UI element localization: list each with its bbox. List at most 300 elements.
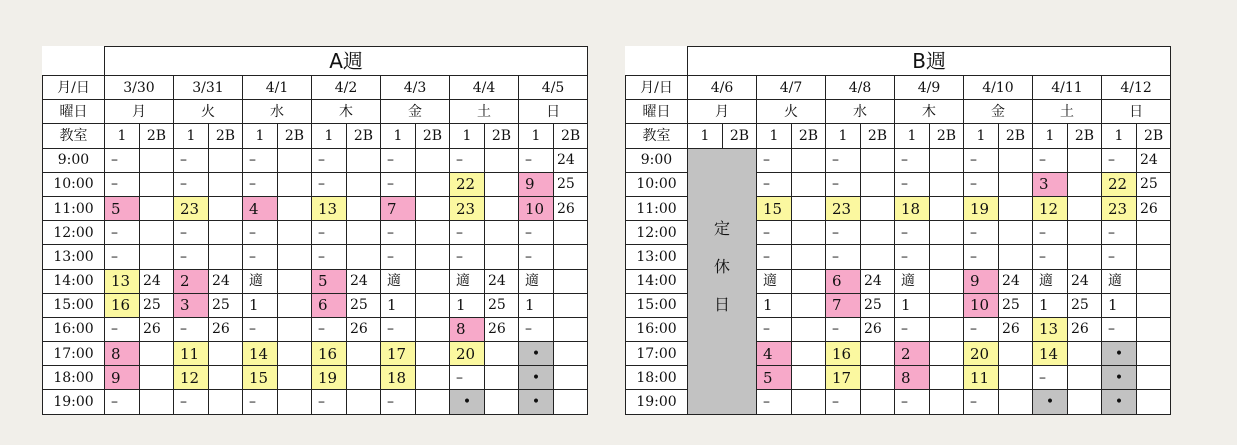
slot-room-1: 1 — [519, 293, 554, 317]
time-label: 14:00 — [626, 269, 688, 293]
slot-room-1: – — [450, 221, 485, 245]
slot-room-2b — [930, 390, 964, 414]
row-label-month-day: 月/日 — [626, 76, 688, 100]
slot-room-2b — [554, 221, 588, 245]
slot-room-2b — [792, 317, 826, 341]
time-label: 17:00 — [626, 342, 688, 366]
date-header: 4/11 — [1033, 76, 1102, 100]
time-label: 16:00 — [43, 317, 105, 341]
closed-char: 定 — [713, 218, 730, 238]
slot-room-1: 23 — [826, 196, 861, 220]
slot-room-2b — [416, 390, 450, 414]
date-header: 4/3 — [381, 76, 450, 100]
slot-room-2b — [1068, 245, 1102, 269]
weekday-header: 金 — [381, 100, 450, 124]
slot-room-2b — [999, 366, 1033, 390]
slot-room-2b — [347, 196, 381, 220]
slot-room-1: 14 — [243, 342, 278, 366]
slot-room-1: 22 — [1102, 172, 1137, 196]
slot-room-1: – — [826, 172, 861, 196]
slot-room-2b: 24 — [140, 269, 174, 293]
slot-room-2b — [861, 196, 895, 220]
slot-room-2b — [1137, 390, 1171, 414]
slot-room-2b — [278, 221, 312, 245]
slot-room-2b — [1068, 172, 1102, 196]
slot-room-2b — [485, 221, 519, 245]
slot-room-2b — [416, 366, 450, 390]
slot-room-1: • — [519, 366, 554, 390]
slot-room-1: 適 — [757, 269, 792, 293]
slot-room-2b: 25 — [861, 293, 895, 317]
slot-room-1: 6 — [312, 293, 347, 317]
time-label: 9:00 — [43, 148, 105, 172]
room-2b-header: 2B — [861, 124, 895, 148]
slot-room-1: • — [1033, 390, 1068, 414]
slot-room-1: – — [243, 317, 278, 341]
slot-room-1: – — [1033, 366, 1068, 390]
slot-room-1: 5 — [312, 269, 347, 293]
slot-room-1: – — [105, 221, 140, 245]
slot-room-2b — [416, 269, 450, 293]
slot-room-2b — [140, 366, 174, 390]
slot-room-1: – — [312, 317, 347, 341]
time-label: 18:00 — [626, 366, 688, 390]
time-label: 15:00 — [43, 293, 105, 317]
slot-room-2b — [209, 245, 243, 269]
slot-room-1: – — [174, 172, 209, 196]
slot-room-2b — [554, 245, 588, 269]
room-2b-header: 2B — [999, 124, 1033, 148]
slot-room-1: 5 — [105, 196, 140, 220]
slot-room-2b: 25 — [999, 293, 1033, 317]
slot-room-1: 8 — [895, 366, 930, 390]
slot-room-2b — [485, 342, 519, 366]
weekday-header: 日 — [1102, 100, 1171, 124]
slot-room-2b — [278, 317, 312, 341]
slot-room-2b — [140, 390, 174, 414]
time-label: 15:00 — [626, 293, 688, 317]
room-1-header: 1 — [174, 124, 209, 148]
slot-room-1: 10 — [519, 196, 554, 220]
schedule-table — [625, 46, 1171, 415]
slot-room-2b: 24 — [999, 269, 1033, 293]
row-label-month-day: 月/日 — [43, 76, 105, 100]
slot-room-1: 13 — [312, 196, 347, 220]
slot-room-1: – — [757, 390, 792, 414]
slot-room-2b: 26 — [861, 317, 895, 341]
room-1-header: 1 — [1033, 124, 1068, 148]
room-1-header: 1 — [964, 124, 999, 148]
slot-room-1: 17 — [826, 366, 861, 390]
slot-room-1: 18 — [381, 366, 416, 390]
slot-room-2b — [792, 148, 826, 172]
slot-room-1: – — [964, 245, 999, 269]
slot-room-2b — [140, 148, 174, 172]
slot-room-1: • — [1102, 342, 1137, 366]
slot-room-1: – — [450, 366, 485, 390]
weekday-header: 水 — [826, 100, 895, 124]
slot-room-2b — [792, 366, 826, 390]
room-2b-header: 2B — [1137, 124, 1171, 148]
slot-room-1: 適 — [895, 269, 930, 293]
slot-room-1: 12 — [174, 366, 209, 390]
slot-room-2b — [1068, 196, 1102, 220]
slot-room-2b — [209, 172, 243, 196]
time-label: 13:00 — [43, 245, 105, 269]
slot-room-2b — [278, 390, 312, 414]
slot-room-1: • — [519, 390, 554, 414]
room-1-header: 1 — [1102, 124, 1137, 148]
slot-room-1: 2 — [174, 269, 209, 293]
room-1-header: 1 — [895, 124, 930, 148]
slot-room-2b — [554, 366, 588, 390]
slot-room-2b — [278, 148, 312, 172]
slot-room-2b — [930, 342, 964, 366]
slot-room-2b — [485, 196, 519, 220]
row-label-classroom: 教室 — [43, 124, 105, 148]
slot-room-1: – — [312, 148, 347, 172]
row-label-weekday: 曜日 — [626, 100, 688, 124]
slot-room-2b: 24 — [347, 269, 381, 293]
slot-room-2b — [347, 221, 381, 245]
slot-room-2b — [347, 172, 381, 196]
slot-room-2b: 24 — [485, 269, 519, 293]
slot-room-1: 9 — [964, 269, 999, 293]
slot-room-2b: 26 — [1137, 196, 1171, 220]
week-a-schedule — [42, 46, 588, 415]
slot-room-1: 3 — [1033, 172, 1068, 196]
slot-room-1: – — [757, 221, 792, 245]
slot-room-2b — [792, 293, 826, 317]
room-1-header: 1 — [381, 124, 416, 148]
slot-room-1: – — [174, 245, 209, 269]
date-header: 4/5 — [519, 76, 588, 100]
slot-room-2b — [999, 245, 1033, 269]
weekday-header: 木 — [895, 100, 964, 124]
slot-room-2b — [554, 390, 588, 414]
slot-room-1: 16 — [826, 342, 861, 366]
slot-room-2b — [209, 342, 243, 366]
room-2b-header: 2B — [347, 124, 381, 148]
slot-room-1: – — [381, 221, 416, 245]
slot-room-2b — [554, 342, 588, 366]
slot-room-1: – — [381, 148, 416, 172]
room-2b-header: 2B — [792, 124, 826, 148]
slot-room-1: 10 — [964, 293, 999, 317]
slot-room-1: – — [312, 221, 347, 245]
slot-room-2b — [416, 196, 450, 220]
slot-room-1: 適 — [1033, 269, 1068, 293]
room-2b-header: 2B — [485, 124, 519, 148]
slot-room-2b: 26 — [1068, 317, 1102, 341]
slot-room-1: – — [519, 317, 554, 341]
slot-room-1: 適 — [381, 269, 416, 293]
slot-room-2b — [861, 366, 895, 390]
time-label: 11:00 — [626, 196, 688, 220]
room-2b-header: 2B — [278, 124, 312, 148]
time-label: 10:00 — [43, 172, 105, 196]
slot-room-1: – — [243, 221, 278, 245]
slot-room-1: – — [826, 221, 861, 245]
slot-room-1: 16 — [105, 293, 140, 317]
slot-room-2b — [416, 148, 450, 172]
weekday-header: 火 — [174, 100, 243, 124]
slot-room-2b: 25 — [485, 293, 519, 317]
slot-room-2b — [209, 148, 243, 172]
slot-room-2b — [861, 245, 895, 269]
slot-room-1: 4 — [757, 342, 792, 366]
slot-room-1: – — [312, 245, 347, 269]
slot-room-1: 適 — [519, 269, 554, 293]
time-label: 19:00 — [626, 390, 688, 414]
slot-room-2b — [1137, 317, 1171, 341]
slot-room-2b — [930, 148, 964, 172]
slot-room-1: – — [243, 172, 278, 196]
slot-room-2b — [209, 366, 243, 390]
schedule-table — [42, 46, 588, 415]
slot-room-2b: 25 — [1137, 172, 1171, 196]
room-2b-header: 2B — [140, 124, 174, 148]
slot-room-1: 22 — [450, 172, 485, 196]
slot-room-1: 6 — [826, 269, 861, 293]
slot-room-1: 適 — [1102, 269, 1137, 293]
date-header: 3/31 — [174, 76, 243, 100]
slot-room-1: – — [895, 172, 930, 196]
weekday-header: 金 — [964, 100, 1033, 124]
slot-room-1: – — [964, 317, 999, 341]
date-header: 3/30 — [105, 76, 174, 100]
slot-room-1: 16 — [312, 342, 347, 366]
slot-room-2b — [1068, 342, 1102, 366]
slot-room-2b — [930, 245, 964, 269]
room-1-header: 1 — [826, 124, 861, 148]
slot-room-1: – — [312, 390, 347, 414]
time-label: 12:00 — [43, 221, 105, 245]
slot-room-2b — [861, 148, 895, 172]
slot-room-1: – — [105, 317, 140, 341]
time-label: 17:00 — [43, 342, 105, 366]
slot-room-1: – — [243, 245, 278, 269]
slot-room-1: 19 — [312, 366, 347, 390]
slot-room-2b: 26 — [485, 317, 519, 341]
slot-room-1: 14 — [1033, 342, 1068, 366]
slot-room-2b — [140, 342, 174, 366]
slot-room-2b — [140, 172, 174, 196]
slot-room-2b — [861, 221, 895, 245]
date-header: 4/8 — [826, 76, 895, 100]
slot-room-2b — [999, 221, 1033, 245]
slot-room-1: – — [105, 390, 140, 414]
date-header: 4/1 — [243, 76, 312, 100]
row-label-classroom: 教室 — [626, 124, 688, 148]
slot-room-2b — [416, 317, 450, 341]
slot-room-2b — [1137, 245, 1171, 269]
weekday-header: 土 — [1033, 100, 1102, 124]
slot-room-1: 5 — [757, 366, 792, 390]
time-label: 9:00 — [626, 148, 688, 172]
slot-room-1: – — [964, 148, 999, 172]
slot-room-2b — [416, 342, 450, 366]
slot-room-1: 適 — [243, 269, 278, 293]
slot-room-2b — [861, 172, 895, 196]
slot-room-2b — [999, 342, 1033, 366]
time-label: 16:00 — [626, 317, 688, 341]
slot-room-1: – — [1033, 245, 1068, 269]
room-1-header: 1 — [312, 124, 347, 148]
weekday-header: 日 — [519, 100, 588, 124]
slot-room-2b — [930, 317, 964, 341]
slot-room-2b: 25 — [140, 293, 174, 317]
slot-room-2b — [209, 221, 243, 245]
slot-room-2b: 24 — [209, 269, 243, 293]
slot-room-1: 11 — [964, 366, 999, 390]
slot-room-2b — [792, 269, 826, 293]
slot-room-2b: 26 — [554, 196, 588, 220]
slot-room-1: – — [895, 148, 930, 172]
slot-room-2b — [347, 342, 381, 366]
slot-room-2b: 26 — [999, 317, 1033, 341]
weekday-header: 月 — [688, 100, 757, 124]
time-label: 14:00 — [43, 269, 105, 293]
room-1-header: 1 — [243, 124, 278, 148]
slot-room-2b — [140, 221, 174, 245]
slot-room-1: – — [964, 221, 999, 245]
slot-room-1: 7 — [826, 293, 861, 317]
slot-room-1: – — [450, 245, 485, 269]
closed-day-label — [688, 149, 756, 313]
slot-room-2b — [930, 172, 964, 196]
slot-room-1: 8 — [105, 342, 140, 366]
slot-room-2b — [1137, 342, 1171, 366]
time-label: 19:00 — [43, 390, 105, 414]
room-1-header: 1 — [519, 124, 554, 148]
slot-room-2b: 24 — [861, 269, 895, 293]
slot-room-1: – — [895, 390, 930, 414]
slot-room-1: – — [826, 148, 861, 172]
slot-room-2b — [485, 148, 519, 172]
slot-room-2b — [1137, 293, 1171, 317]
slot-room-2b — [347, 390, 381, 414]
slot-room-2b — [416, 172, 450, 196]
slot-room-2b — [1137, 366, 1171, 390]
closed-char: 日 — [713, 294, 730, 314]
slot-room-1: – — [757, 148, 792, 172]
slot-room-1: 9 — [105, 366, 140, 390]
slot-room-1: – — [757, 317, 792, 341]
slot-room-1: – — [381, 390, 416, 414]
slot-room-1: – — [450, 148, 485, 172]
slot-room-2b — [792, 221, 826, 245]
time-label: 13:00 — [626, 245, 688, 269]
slot-room-2b — [347, 148, 381, 172]
closed-day-cell — [688, 148, 757, 414]
date-header: 4/12 — [1102, 76, 1171, 100]
slot-room-1: – — [174, 390, 209, 414]
date-header: 4/7 — [757, 76, 826, 100]
slot-room-1: 1 — [757, 293, 792, 317]
slot-room-1: • — [519, 342, 554, 366]
slot-room-1: – — [243, 148, 278, 172]
slot-room-1: 18 — [895, 196, 930, 220]
slot-room-1: – — [105, 172, 140, 196]
slot-room-2b — [999, 172, 1033, 196]
slot-room-1: – — [1102, 221, 1137, 245]
slot-room-1: 1 — [895, 293, 930, 317]
slot-room-2b — [485, 390, 519, 414]
slot-room-2b — [792, 342, 826, 366]
slot-room-2b: 26 — [347, 317, 381, 341]
slot-room-1: 2 — [895, 342, 930, 366]
room-2b-header: 2B — [209, 124, 243, 148]
slot-room-1: – — [895, 317, 930, 341]
slot-room-1: – — [243, 390, 278, 414]
weekday-header: 月 — [105, 100, 174, 124]
slot-room-1: • — [1102, 390, 1137, 414]
slot-room-1: 1 — [1102, 293, 1137, 317]
slot-room-1: 1 — [1033, 293, 1068, 317]
slot-room-2b — [347, 366, 381, 390]
slot-room-2b: 25 — [347, 293, 381, 317]
slot-room-2b: 24 — [1137, 148, 1171, 172]
week-title: A週 — [105, 47, 588, 76]
slot-room-2b — [1137, 221, 1171, 245]
time-label: 12:00 — [626, 221, 688, 245]
slot-room-2b — [278, 366, 312, 390]
slot-room-2b — [347, 245, 381, 269]
slot-room-2b — [792, 245, 826, 269]
slot-room-2b — [930, 221, 964, 245]
slot-room-1: 15 — [243, 366, 278, 390]
slot-room-2b — [1068, 148, 1102, 172]
slot-room-1: – — [519, 221, 554, 245]
room-1-header: 1 — [688, 124, 723, 148]
slot-room-2b — [416, 245, 450, 269]
date-header: 4/2 — [312, 76, 381, 100]
slot-room-1: 19 — [964, 196, 999, 220]
slot-room-2b: 24 — [554, 148, 588, 172]
slot-room-2b: 26 — [209, 317, 243, 341]
time-label: 10:00 — [626, 172, 688, 196]
slot-room-2b — [930, 366, 964, 390]
slot-room-1: 4 — [243, 196, 278, 220]
slot-room-1: – — [826, 317, 861, 341]
slot-room-2b: 26 — [140, 317, 174, 341]
slot-room-1: 23 — [1102, 196, 1137, 220]
slot-room-2b — [140, 245, 174, 269]
slot-room-2b — [278, 342, 312, 366]
closed-char: 休 — [713, 256, 730, 276]
slot-room-1: 20 — [964, 342, 999, 366]
weekday-header: 火 — [757, 100, 826, 124]
row-label-weekday: 曜日 — [43, 100, 105, 124]
corner-blank — [43, 47, 105, 76]
date-header: 4/6 — [688, 76, 757, 100]
room-2b-header: 2B — [723, 124, 757, 148]
slot-room-1: – — [1033, 148, 1068, 172]
slot-room-2b — [278, 172, 312, 196]
time-label: 18:00 — [43, 366, 105, 390]
room-2b-header: 2B — [554, 124, 588, 148]
slot-room-2b — [792, 172, 826, 196]
slot-room-1: 1 — [450, 293, 485, 317]
slot-room-2b — [209, 390, 243, 414]
slot-room-1: – — [757, 172, 792, 196]
slot-room-1: – — [964, 172, 999, 196]
slot-room-2b — [278, 196, 312, 220]
slot-room-2b — [278, 293, 312, 317]
slot-room-2b — [792, 196, 826, 220]
date-header: 4/10 — [964, 76, 1033, 100]
